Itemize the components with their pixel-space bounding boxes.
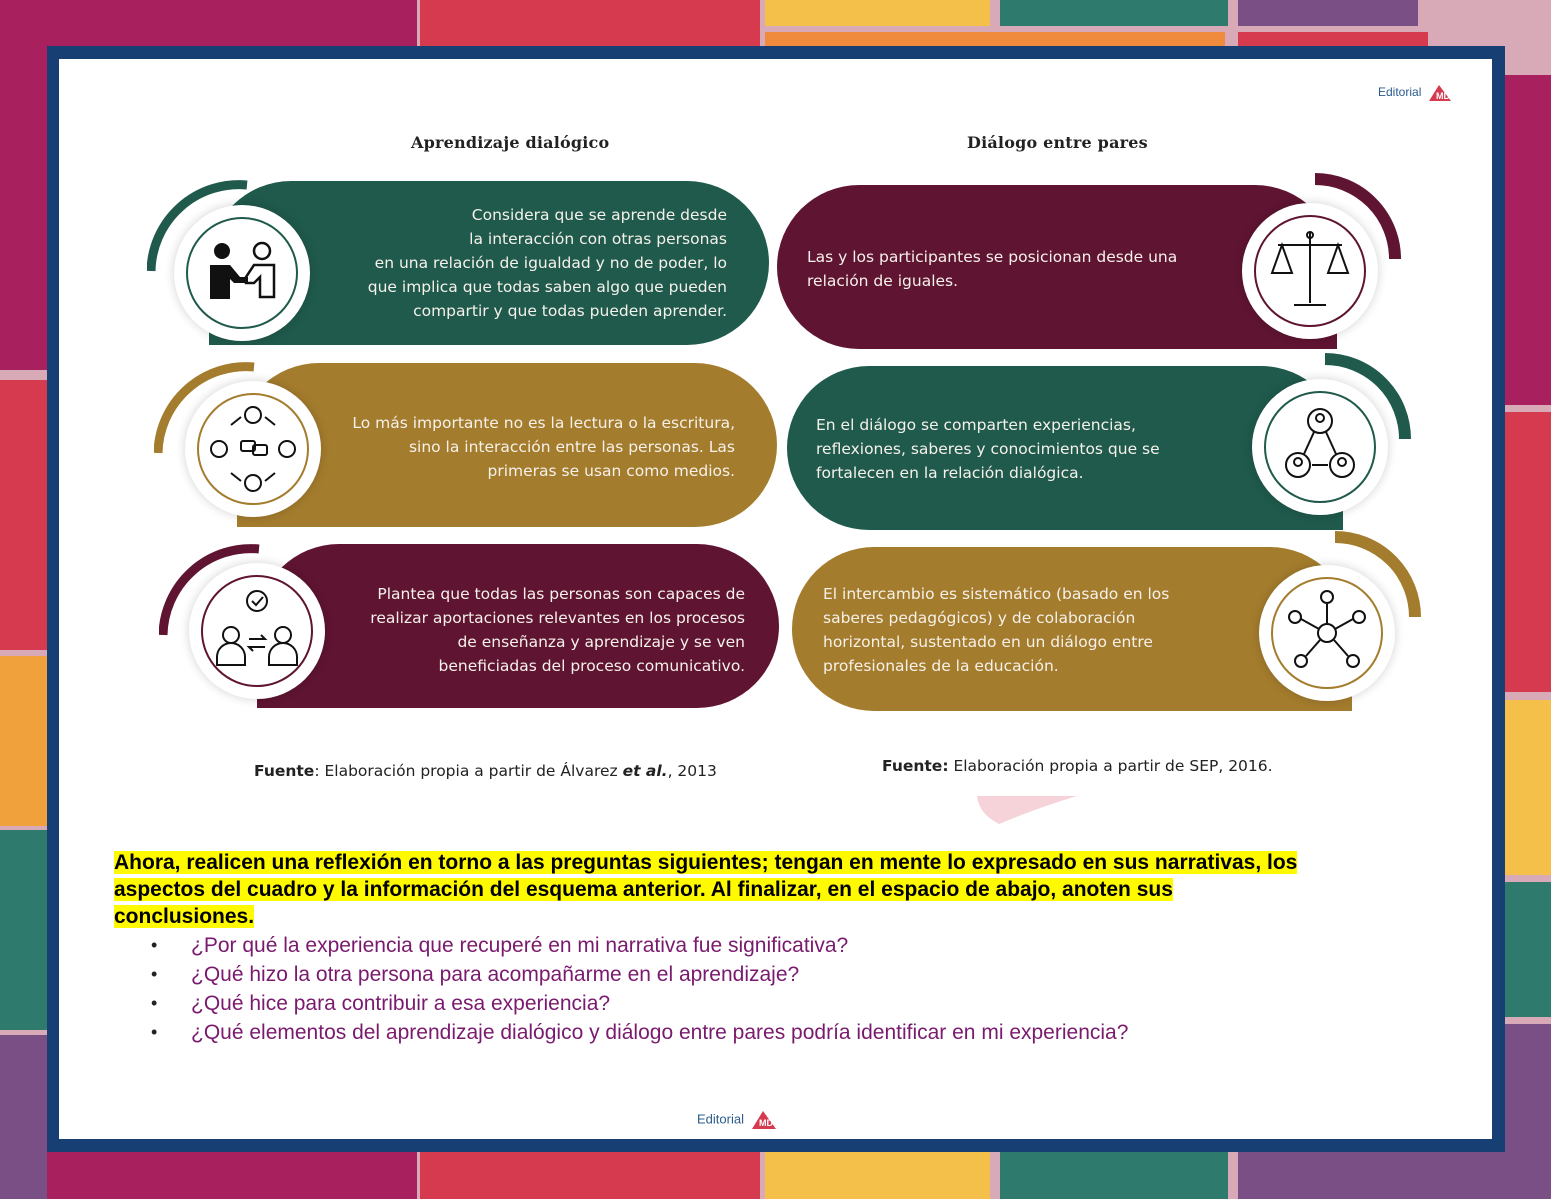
brand-mark-icon [750, 1109, 778, 1131]
right-item-1-line: Las y los participantes se posicionan desde una [807, 248, 1178, 266]
people-network-icon [1272, 399, 1368, 495]
instruction-line: aspectos del cuadro y la información del esquema anterior. Al finalizar, en el espacio de abajo, anoten sus [114, 878, 1173, 901]
handshake-icon [194, 225, 290, 321]
question-list [151, 931, 1128, 1047]
instruction-line: conclusiones. [114, 905, 255, 928]
background-tile [1505, 75, 1551, 405]
left-item-1-line: la interacción con otras personas [469, 230, 727, 248]
left-item-3-icon-circle [189, 563, 325, 699]
left-column-title: Aprendizaje dialógico [411, 133, 610, 152]
brand-mark-text: MD [1435, 91, 1450, 101]
right-item-1-line: relación de iguales. [807, 272, 959, 290]
balance-scale-icon [1262, 223, 1358, 319]
left-item-1-line: compartir y que todas pueden aprender. [413, 302, 727, 320]
left-item-3-line: de enseñanza y aprendizaje y se ven [457, 633, 745, 651]
background-tile [765, 32, 1225, 46]
background-tile [1505, 700, 1551, 875]
right-item-2-line: fortalecen en la relación dialógica. [816, 464, 1084, 482]
background-tile [0, 380, 47, 650]
background-tile [420, 0, 760, 46]
background-tile [1238, 32, 1428, 46]
background-tile [1238, 1152, 1505, 1199]
right-item-3-line: horizontal, sustentado en un diálogo entre [823, 633, 1153, 651]
right-item-1-text-block [807, 245, 1237, 293]
source-text: : Elaboración propia a partir de Álvarez [314, 762, 623, 780]
background-tile [0, 1035, 47, 1199]
brand-label: Editorial [1378, 85, 1422, 100]
left-item-1-line: que implica que todas saben algo que pueden [367, 278, 727, 296]
instruction-paragraph [114, 849, 1454, 930]
source-text: Elaboración propia a partir de SEP, 2016. [948, 757, 1273, 775]
right-item-3-line: saberes pedagógicos) y de colaboración [823, 609, 1136, 627]
right-item-3-text-block [823, 582, 1253, 678]
right-item-3-line: profesionales de la educación. [823, 657, 1059, 675]
left-item-3-line: Plantea que todas las personas son capaces de [377, 585, 745, 603]
left-item-1-line: Considera que se aprende desde [471, 206, 727, 224]
background-tile [1505, 1024, 1551, 1199]
brand-mark-text: MD [758, 1118, 773, 1128]
background-tile [1238, 0, 1418, 26]
list-item: • ¿Qué hice para contribuir a esa experiencia? [151, 989, 1128, 1018]
background-tile [0, 830, 47, 1030]
left-item-3-line: beneficiadas del proceso comunicativo. [438, 657, 745, 675]
background-tile [47, 1152, 417, 1199]
left-item-1-line: en una relación de igualdad y no de poder, lo [374, 254, 727, 272]
left-item-3-text-block [337, 582, 745, 678]
right-column-title: Diálogo entre pares [967, 133, 1148, 152]
group-chat-cycle-icon [205, 401, 301, 497]
brand-mark-icon [1427, 83, 1453, 103]
background-tile [1430, 0, 1551, 46]
background-tile [0, 656, 47, 826]
right-item-2-line: reflexiones, saberes y conocimientos que se [816, 440, 1160, 458]
list-item: • ¿Qué elementos del aprendizaje dialógico y diálogo entre pares podría identificar en mi experiencia? [151, 1018, 1128, 1047]
editorial-logo-bottom [697, 1109, 778, 1131]
background-tile [765, 1152, 990, 1199]
right-item-2-line: En el diálogo se comparten experiencias, [816, 416, 1136, 434]
right-item-2-icon-circle [1252, 379, 1388, 515]
people-hub-icon [1279, 585, 1375, 681]
instruction-line: Ahora, realicen una reflexión en torno a las preguntas siguientes; tengan en mente lo expresado en sus narrativas, los [114, 851, 1298, 874]
editorial-logo-top [1378, 83, 1453, 103]
list-item: • ¿Por qué la experiencia que recuperé en mi narrativa fue significativa? [151, 931, 1128, 960]
source-italic: et al. [622, 762, 668, 780]
left-item-1-text-block [319, 203, 727, 323]
decorative-shape [977, 796, 1081, 826]
left-item-3-line: realizar aportaciones relevantes en los procesos [370, 609, 745, 627]
left-item-2-line: primeras se usan como medios. [487, 462, 735, 480]
background-tile [420, 1152, 760, 1199]
background-tile [1505, 412, 1551, 692]
background-tile [1000, 1152, 1228, 1199]
left-item-2-icon-circle [185, 381, 321, 517]
list-item: • ¿Qué hizo la otra persona para acompañarme en el aprendizaje? [151, 960, 1128, 989]
right-item-3-icon-circle [1259, 565, 1395, 701]
left-item-2-line: sino la interacción entre las personas. Las [408, 438, 735, 456]
source-label: Fuente [254, 762, 315, 780]
left-item-2-line: Lo más importante no es la lectura o la escritura, [352, 414, 735, 432]
right-item-1-icon-circle [1242, 203, 1378, 339]
background-tile [765, 0, 990, 26]
right-source-caption [882, 757, 1273, 775]
left-source-caption [254, 762, 717, 780]
background-tile [1000, 0, 1228, 26]
people-exchange-icon [209, 583, 305, 679]
background-tile [1505, 882, 1551, 1017]
right-item-3-line: El intercambio es sistemático (basado en los [823, 585, 1170, 603]
right-item-2-text-block [816, 413, 1246, 485]
source-year: , 2013 [667, 762, 717, 780]
document-page [59, 59, 1492, 1139]
left-item-2-text-block [329, 411, 735, 483]
left-item-1-icon-circle [174, 205, 310, 341]
source-label: Fuente: [882, 757, 949, 775]
brand-label: Editorial [697, 1111, 744, 1127]
background-tile [0, 0, 47, 370]
background-tile [47, 0, 417, 46]
